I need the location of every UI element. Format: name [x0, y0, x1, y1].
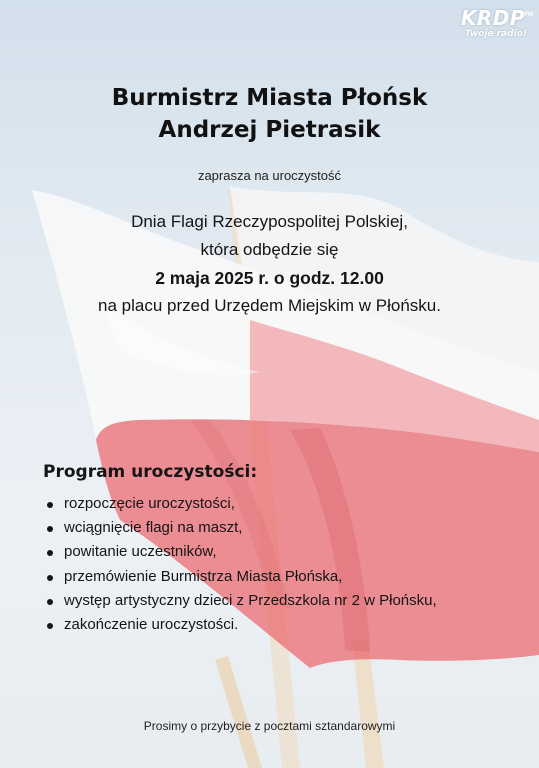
- list-item: wciągnięcie flagi na maszt,: [44, 516, 437, 540]
- event-line-2: która odbędzie się: [200, 240, 339, 259]
- event-line-1: Dnia Flagi Rzeczypospolitej Polskiej,: [131, 212, 408, 231]
- list-item: przemówienie Burmistrza Miasta Płońska,: [44, 565, 437, 589]
- logo-tagline: Twoje radio!: [464, 29, 527, 39]
- list-item: występ artystyczny dzieci z Przedszkola nr 2 w Płońsku,: [44, 589, 437, 613]
- event-details: [0, 208, 539, 320]
- page-title: [0, 82, 539, 146]
- program-heading: Program uroczystości:: [43, 462, 258, 482]
- event-date: 2 maja 2025 r. o godz. 12.00: [155, 268, 384, 288]
- invite-text: zaprasza na uroczystość: [197, 168, 342, 183]
- footer-note: Prosimy o przybycie z pocztami sztandarowymi: [143, 719, 396, 733]
- list-item: zakończenie uroczystości.: [44, 613, 437, 637]
- list-item: rozpoczęcie uroczystości,: [44, 492, 437, 516]
- program-list: [44, 492, 437, 637]
- logo-wordmark: KRDP: [460, 6, 525, 30]
- logo-fm: FM: [524, 12, 533, 18]
- list-item: powitanie uczestników,: [44, 540, 437, 564]
- title-line-2: Andrzej Pietrasik: [158, 117, 381, 143]
- event-place: na placu przed Urzędem Miejskim w Płońsku.: [98, 296, 441, 315]
- station-logo: [451, 4, 533, 44]
- title-line-1: Burmistrz Miasta Płońsk: [111, 85, 428, 111]
